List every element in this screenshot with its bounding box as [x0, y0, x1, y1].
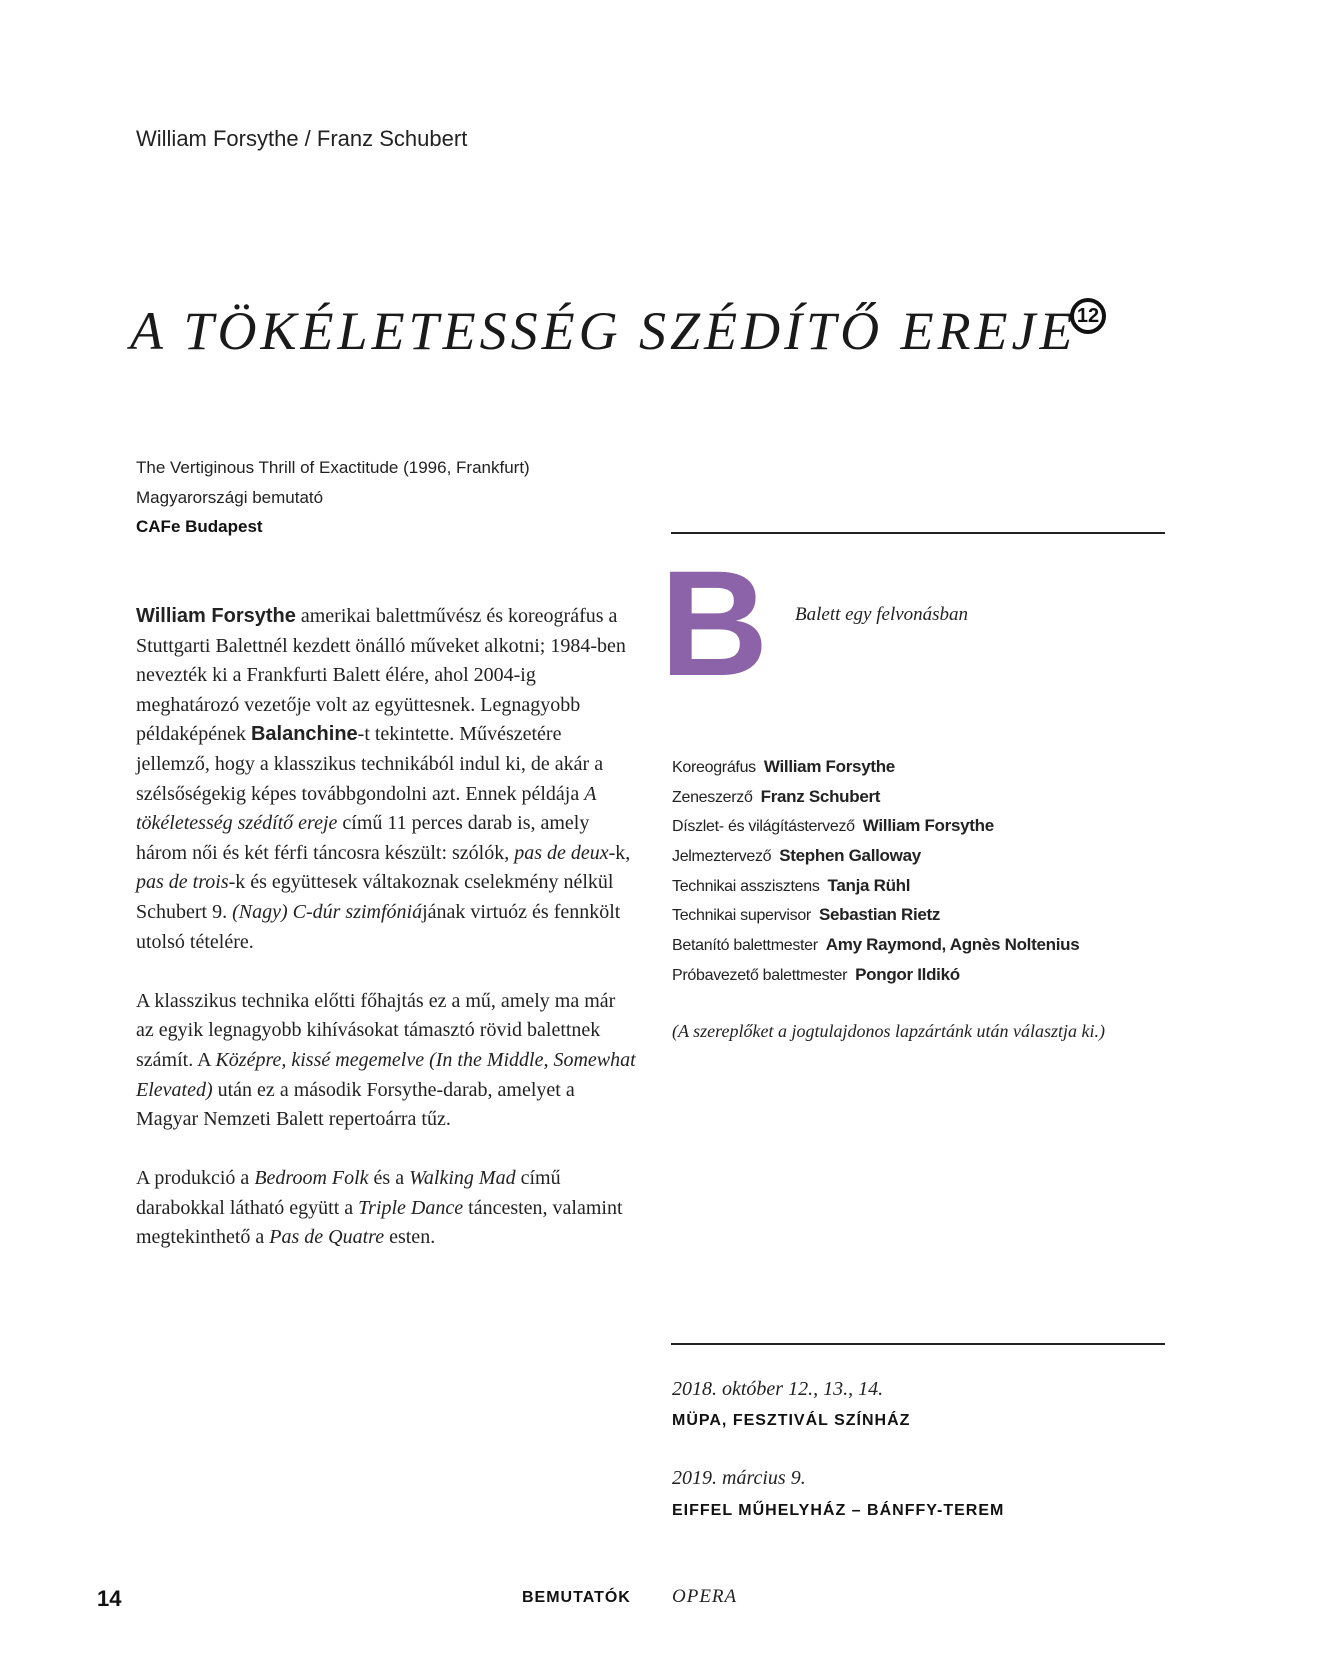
body-paragraph-1: William Forsythe amerikai balettművész és koreográfus a Stuttgarti Balettnél kezdett önálló műveket alkotni; 1984-ben nevezték ki a Frankfurti Balett élére, ahol 2004-ig meghatározó vezetője volt az együttesnek. Legnagyobb példaképének Balanchine-t tekintette. Művészetére jellemző, hogy a klasszikus technikából indul ki, de akár a szélsőségekig képes továbbgondolni azt. Ennek példája A tökéletesség szédítő ereje című 11 perces darab is, amely három női és két férfi táncosra készült: szólók, pas de deux-k, pas de trois-k és együttesek váltakoznak cselekmény nélkül Schubert 9. (Nagy) C-dúr szimfóniájának virtuóz és fennkölt utolsó tételére.	[136, 605, 631, 953]
credit-person: Sebastian Rietz	[818, 905, 941, 925]
person-name: Balanchine	[250, 723, 358, 746]
credit-row	[672, 871, 1079, 901]
divider-top	[671, 532, 1165, 534]
footer-category: OPERA	[672, 1586, 738, 1607]
genre-label: Balett egy felvonásban	[795, 604, 969, 625]
body-paragraph-2: A klasszikus technika előtti főhajtás ez a mű, amely ma már az egyik legnagyobb kihívásokat támasztó rövid balettnek számít. A Középre, kissé megemelve (In the Middle, Somewhat Elevated) után ez a második Forsythe-darab, amelyet a Magyar Nemzeti Balett repertoárra tűz.	[136, 989, 636, 1131]
performance-date: 2019. március 9.	[672, 1467, 806, 1489]
credit-role: Technikai asszisztens	[672, 877, 820, 895]
divider-bottom	[671, 1343, 1165, 1345]
page-title: A TÖKÉLETESSÉG SZÉDÍTŐ EREJE	[130, 301, 1077, 361]
credit-person: Stephen Galloway	[779, 846, 921, 866]
credit-role: Betanító balettmester	[672, 937, 818, 955]
work-title: A tökéletesség szédítő ereje	[136, 782, 597, 835]
credit-person: William Forsythe	[862, 816, 994, 836]
person-name: William Forsythe	[136, 605, 296, 627]
premiere-label: Magyarországi bemutató	[136, 488, 324, 507]
work-title: Triple Dance	[358, 1196, 464, 1219]
credit-row	[672, 782, 1079, 812]
genre-letter: B	[660, 539, 769, 707]
credit-role: Díszlet- és világítástervező	[672, 818, 855, 836]
credit-role: Zeneszerző	[672, 788, 753, 806]
performance-date: 2018. október 12., 13., 14.	[672, 1378, 884, 1400]
credit-row	[672, 960, 1079, 990]
credit-person: William Forsythe	[763, 757, 895, 776]
footer-section: BEMUTATÓK	[522, 1589, 631, 1606]
credit-row	[672, 930, 1079, 960]
credit-row	[672, 811, 1079, 841]
credit-person: Amy Raymond, Agnès Noltenius	[825, 935, 1080, 955]
credit-role: Próbavezető balettmester	[672, 966, 848, 984]
credit-person: Pongor Ildikó	[855, 964, 960, 984]
body-paragraph-3: A produkció a Bedroom Folk és a Walking Mad című darabokkal látható együtt a Triple Dance táncesten, valamint megtekinthető a Pas de Quatre esten.	[136, 1167, 623, 1249]
work-title: Középre, kissé megemelve (In the Middle, Somewhat Elevated)	[136, 1048, 636, 1101]
work-title: Walking Mad	[409, 1167, 516, 1190]
cast-note: (A szereplőket a jogtulajdonos lapzártánk után választja ki.)	[672, 1021, 1105, 1041]
credit-row	[672, 841, 1079, 871]
festival-partner: CAFe Budapest	[136, 517, 263, 536]
credit-row	[672, 900, 1079, 930]
credit-role: Jelmeztervező	[672, 848, 772, 866]
credit-person: Tanja Rühl	[827, 875, 911, 895]
work-title: Pas de Quatre	[269, 1226, 385, 1249]
original-title: The Vertiginous Thrill of Exactitude (1996, Frankfurt)	[136, 458, 530, 477]
credit-row	[672, 752, 1079, 782]
performance-venue: EIFFEL MŰHELYHÁZ – BÁNFFY-TEREM	[672, 1502, 1005, 1519]
credit-role: Koreográfus	[672, 759, 756, 776]
header-authors: William Forsythe / Franz Schubert	[136, 126, 468, 151]
age-rating-badge: 12	[1070, 298, 1106, 334]
work-title: Bedroom Folk	[254, 1167, 369, 1190]
credits-list	[672, 752, 1079, 990]
article-body	[136, 602, 636, 1283]
page-number: 14	[97, 1586, 122, 1611]
credit-role: Technikai supervisor	[672, 907, 811, 925]
credit-person: Franz Schubert	[760, 786, 881, 806]
performance-venue: MÜPA, FESZTIVÁL SZÍNHÁZ	[672, 1412, 911, 1429]
